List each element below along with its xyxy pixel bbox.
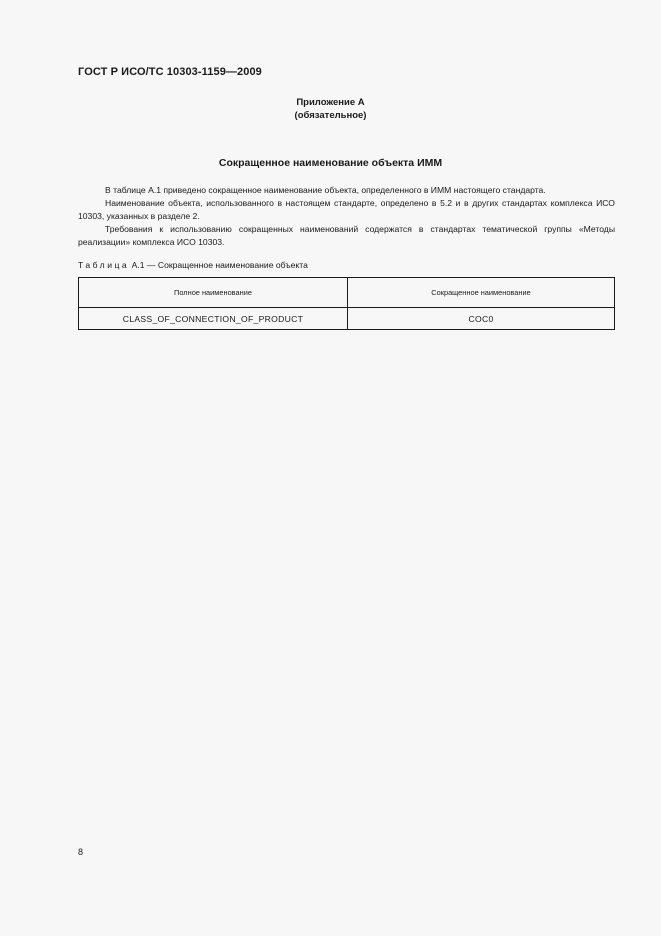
standard-designation: ГОСТ Р ИСО/ТС 10303-1159—2009 <box>78 66 262 78</box>
paragraph: В таблице А.1 приведено сокращенное наименование объекта, определенного в ИММ настоящего стандарта. <box>105 185 546 195</box>
column-header-full-name: Полное наименование <box>79 278 348 308</box>
column-header-short-name: Сокращенное наименование <box>348 278 615 308</box>
table-caption-text: А.1 — Сокращенное наименование объекта <box>131 260 308 270</box>
table-header-row <box>79 278 615 308</box>
body-text <box>78 184 615 249</box>
table-caption-label: Таблица <box>78 260 130 270</box>
page-number: 8 <box>78 847 84 857</box>
section-title: Сокращенное наименование объекта ИММ <box>218 157 443 169</box>
table-cell-short-name: COC0 <box>348 308 615 330</box>
table-row <box>79 308 615 330</box>
table-cell-full-name: CLASS_OF_CONNECTION_OF_PRODUCT <box>79 308 348 330</box>
paragraph: Требования к использованию сокращенных наименований содержатся в стандартах тематической группы «Методы реализации» комплекса ИСО 10303. <box>78 224 615 247</box>
object-name-table <box>78 277 615 330</box>
annex-status: (обязательное) <box>294 110 367 121</box>
table-caption <box>78 260 308 270</box>
annex-title: Приложение А <box>296 97 365 108</box>
paragraph: Наименование объекта, использованного в настоящем стандарте, определено в 5.2 и в других стандартах комплекса ИСО 10303, указанных в разделе 2. <box>78 198 615 221</box>
